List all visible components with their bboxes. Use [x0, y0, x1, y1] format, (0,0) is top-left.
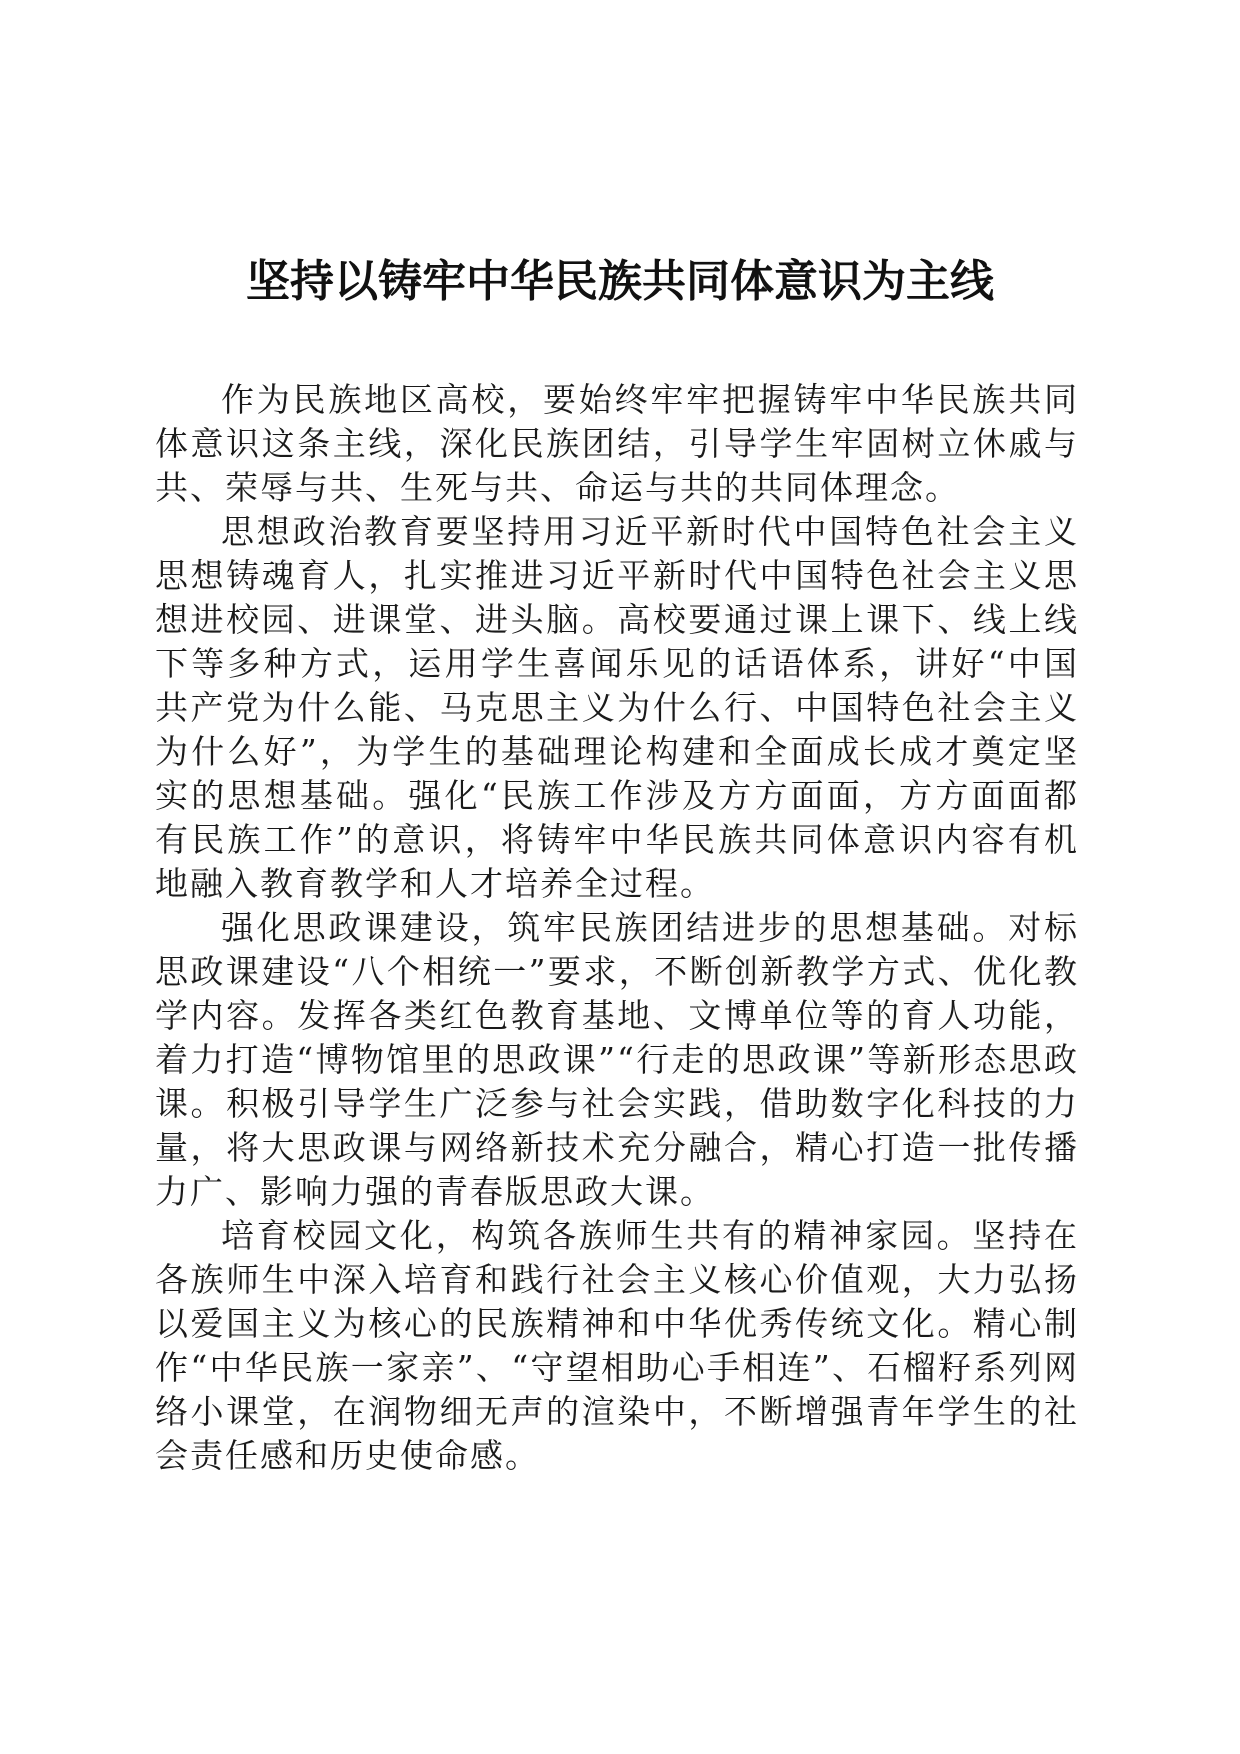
paragraph-3: 强化思政课建设，筑牢民族团结进步的思想基础。对标思政课建设“八个相统一”要求，不断创新教学方式、优化教学内容。发挥各类红色教育基地、文博单位等的育人功能，着力打造“博物馆里的思政课”“行走的思政课”等新形态思政课。积极引导学生广泛参与社会实践，借助数字化科技的力量，将大思政课与网络新技术充分融合，精心打造一批传播力广、影响力强的青春版思政大课。	[155, 908, 1079, 1211]
document-title: 坚持以铸牢中华民族共同体意识为主线	[246, 256, 994, 307]
paragraph-1: 作为民族地区高校，要始终牢牢把握铸牢中华民族共同体意识这条主线，深化民族团结，引导学生牢固树立休戚与共、荣辱与共、生死与共、命运与共的共同体理念。	[155, 380, 1079, 507]
paragraph-4: 培育校园文化，构筑各族师生共有的精神家园。坚持在各族师生中深入培育和践行社会主义核心价值观，大力弘扬以爱国主义为核心的民族精神和中华优秀传统文化。精心制作“中华民族一家亲”、“守望相助心手相连”、石榴籽系列网络小课堂，在润物细无声的渲染中，不断增强青年学生的社会责任感和历史使命感。	[155, 1216, 1079, 1475]
paragraph-2: 思想政治教育要坚持用习近平新时代中国特色社会主义思想铸魂育人，扎实推进习近平新时代中国特色社会主义思想进校园、进课堂、进头脑。高校要通过课上课下、线上线下等多种方式，运用学生喜闻乐见的话语体系，讲好“中国共产党为什么能、马克思主义为什么行、中国特色社会主义为什么好”，为学生的基础理论构建和全面成长成才奠定坚实的思想基础。强化“民族工作涉及方方面面，方方面面都有民族工作”的意识，将铸牢中华民族共同体意识内容有机地融入教育教学和人才培养全过程。	[155, 512, 1079, 903]
document-body	[155, 378, 1079, 1478]
